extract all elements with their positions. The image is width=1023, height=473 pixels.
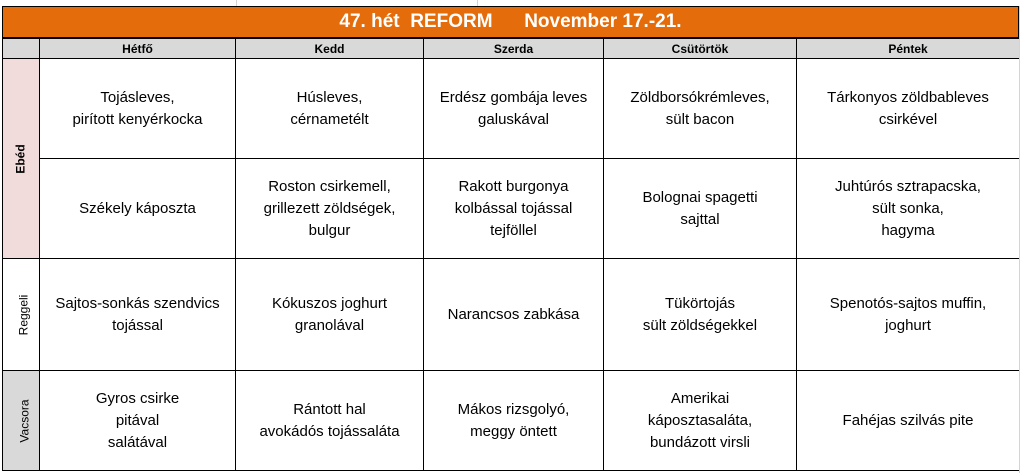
- lunch-label: Ebéd: [14, 143, 28, 174]
- lunch-soup-friday[interactable]: Tárkonyos zöldbableves csirkével: [797, 59, 1020, 159]
- day-header-tuesday[interactable]: Kedd: [236, 39, 424, 59]
- dinner-label-cell[interactable]: [3, 371, 40, 471]
- lunch-main-thursday[interactable]: Bolognai spagetti sajttal: [604, 159, 797, 259]
- dinner-tuesday[interactable]: Rántott hal avokádós tojássaláta: [236, 371, 424, 471]
- dinner-row: [3, 371, 1020, 471]
- lunch-soup-tuesday[interactable]: Húsleves, cérnametélt: [236, 59, 424, 159]
- day-header-friday[interactable]: Péntek: [797, 39, 1020, 59]
- breakfast-label-cell[interactable]: [3, 259, 40, 371]
- lunch-main-wednesday[interactable]: Rakott burgonya kolbással tojással tejföllel: [424, 159, 604, 259]
- lunch-main-row: [3, 159, 1020, 259]
- breakfast-monday[interactable]: Sajtos-sonkás szendvics tojással: [40, 259, 236, 371]
- next-column-edge: [1019, 6, 1023, 473]
- lunch-main-friday[interactable]: Juhtúrós sztrapacska, sült sonka, hagyma: [797, 159, 1020, 259]
- weekly-menu-table: [2, 38, 1020, 471]
- program-label: REFORM: [410, 11, 493, 32]
- day-header-wednesday[interactable]: Szerda: [424, 39, 604, 59]
- dinner-monday[interactable]: Gyros csirke pitával salátával: [40, 371, 236, 471]
- lunch-label-cell[interactable]: [3, 59, 40, 259]
- date-range-label: November 17.-21.: [524, 11, 682, 32]
- lunch-main-tuesday[interactable]: Roston csirkemell, grillezett zöldségek, bulgur: [236, 159, 424, 259]
- breakfast-thursday[interactable]: Tükörtojás sült zöldségekkel: [604, 259, 797, 371]
- breakfast-label: Reggeli: [16, 294, 31, 335]
- day-header-row: [3, 39, 1020, 59]
- menu-title[interactable]: [2, 6, 1019, 38]
- breakfast-row: [3, 259, 1020, 371]
- day-header-thursday[interactable]: Csütörtök: [604, 39, 797, 59]
- header-corner-cell[interactable]: [3, 39, 40, 59]
- lunch-soup-row: [3, 59, 1020, 159]
- lunch-soup-thursday[interactable]: Zöldborsókrémleves, sült bacon: [604, 59, 797, 159]
- lunch-soup-monday[interactable]: Tojásleves, pirított kenyérkocka: [40, 59, 236, 159]
- lunch-main-monday[interactable]: Székely káposzta: [40, 159, 236, 259]
- dinner-thursday[interactable]: Amerikai káposztasaláta, bundázott virsli: [604, 371, 797, 471]
- breakfast-wednesday[interactable]: Narancsos zabkása: [424, 259, 604, 371]
- breakfast-tuesday[interactable]: Kókuszos joghurt granolával: [236, 259, 424, 371]
- day-header-monday[interactable]: Hétfő: [40, 39, 236, 59]
- dinner-wednesday[interactable]: Mákos rizsgolyó, meggy öntett: [424, 371, 604, 471]
- week-label: 47. hét: [339, 11, 400, 32]
- dinner-friday[interactable]: Fahéjas szilvás pite: [797, 371, 1020, 471]
- breakfast-friday[interactable]: Spenotós-sajtos muffin, joghurt: [797, 259, 1020, 371]
- lunch-soup-wednesday[interactable]: Erdész gombája leves galuskával: [424, 59, 604, 159]
- dinner-label: Vacsora: [17, 398, 32, 443]
